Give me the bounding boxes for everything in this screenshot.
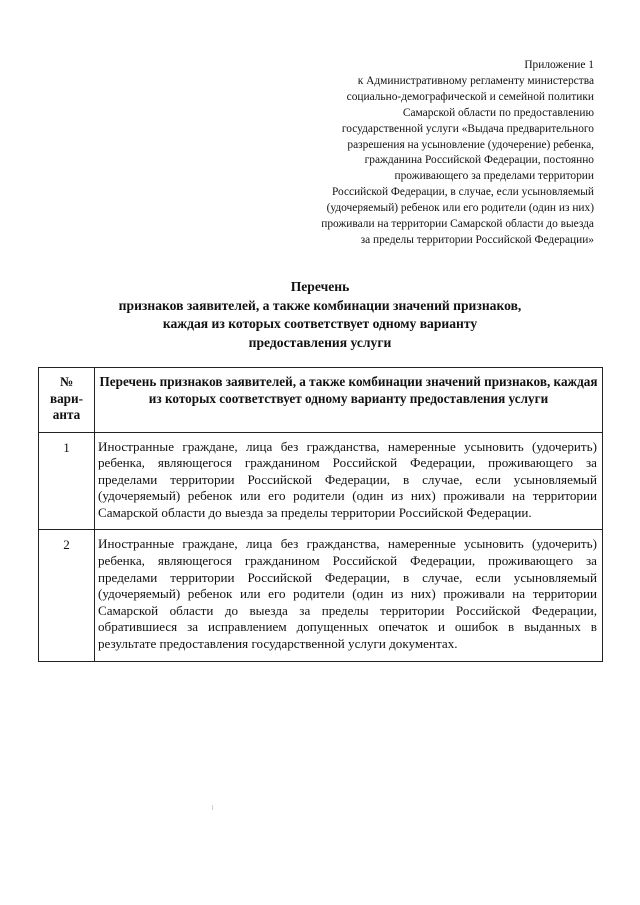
appendix-line: проживали на территории Самарской области до выезда [321, 218, 594, 231]
scan-artifact [212, 805, 213, 810]
table-row [39, 530, 603, 661]
header-number-line: анта [52, 407, 81, 422]
appendix-line: за пределы территории Российской Федерации» [360, 233, 594, 246]
appendix-line: государственной услуги «Выдача предварительного [341, 122, 594, 135]
appendix-line: проживающего за пределами территории [394, 170, 594, 183]
variant-number: 1 [39, 432, 95, 530]
variants-table [38, 367, 603, 662]
title-line: каждая из которых соответствует одному варианту [162, 316, 478, 332]
appendix-line: разрешения на усыновление (удочерение) ребенка, [347, 138, 594, 151]
title-line: предоставления услуги [248, 334, 392, 350]
appendix-line: Российской Федерации, в случае, если усыновляемый [331, 186, 594, 199]
appendix-line: Приложение 1 [524, 59, 594, 71]
header-number-column [39, 368, 95, 433]
appendix-note [264, 58, 594, 249]
document-title [36, 278, 604, 352]
appendix-line: социально-демографической и семейной политики [346, 90, 594, 103]
table-header-row [39, 368, 603, 433]
header-number-line: вари- [49, 390, 84, 406]
appendix-line: гражданина Российской Федерации, постоянно [364, 154, 594, 167]
appendix-line: к Административному регламенту министерства [357, 74, 594, 87]
variant-number: 2 [39, 530, 95, 661]
appendix-line: (удочеряемый) ребенок или его родители (один из них) [326, 202, 594, 215]
appendix-line: Самарской области по предоставлению [402, 106, 594, 119]
variant-description: Иностранные граждане, лица без гражданства, намеренные усыновить (удочерить) ребенка, являющегося гражданином Российской Федерации, проживающего за пределами территории Российской Федерации, в случае, если усыновляемый (удочеряемый) ребенок или его родители (один из них) проживали на территории Самарской области до выезда за пределы территории Российской Федерации. [95, 432, 603, 530]
variant-description: Иностранные граждане, лица без гражданства, намеренные усыновить (удочерить) ребенка, являющегося гражданином Российской Федерации, проживающего за пределами территории Российской Федерации, в случае, если усыновляемый (удочеряемый) ребенок или его родители (один из них) проживали на территории Самарской области до выезда за пределы территории Российской Федерации, обратившиеся за исправлением допущенных опечаток и ошибок в выданных в результате предоставления государственной услуги документах. [95, 530, 603, 661]
table-row [39, 432, 603, 530]
header-text-column: Перечень признаков заявителей, а также комбинации значений признаков, каждая из которых соответствует одному варианту предоставления услуги [95, 368, 603, 433]
title-line: признаков заявителей, а также комбинации значений признаков, [118, 297, 522, 313]
title-line: Перечень [290, 279, 350, 294]
header-number-line: № [59, 374, 74, 389]
